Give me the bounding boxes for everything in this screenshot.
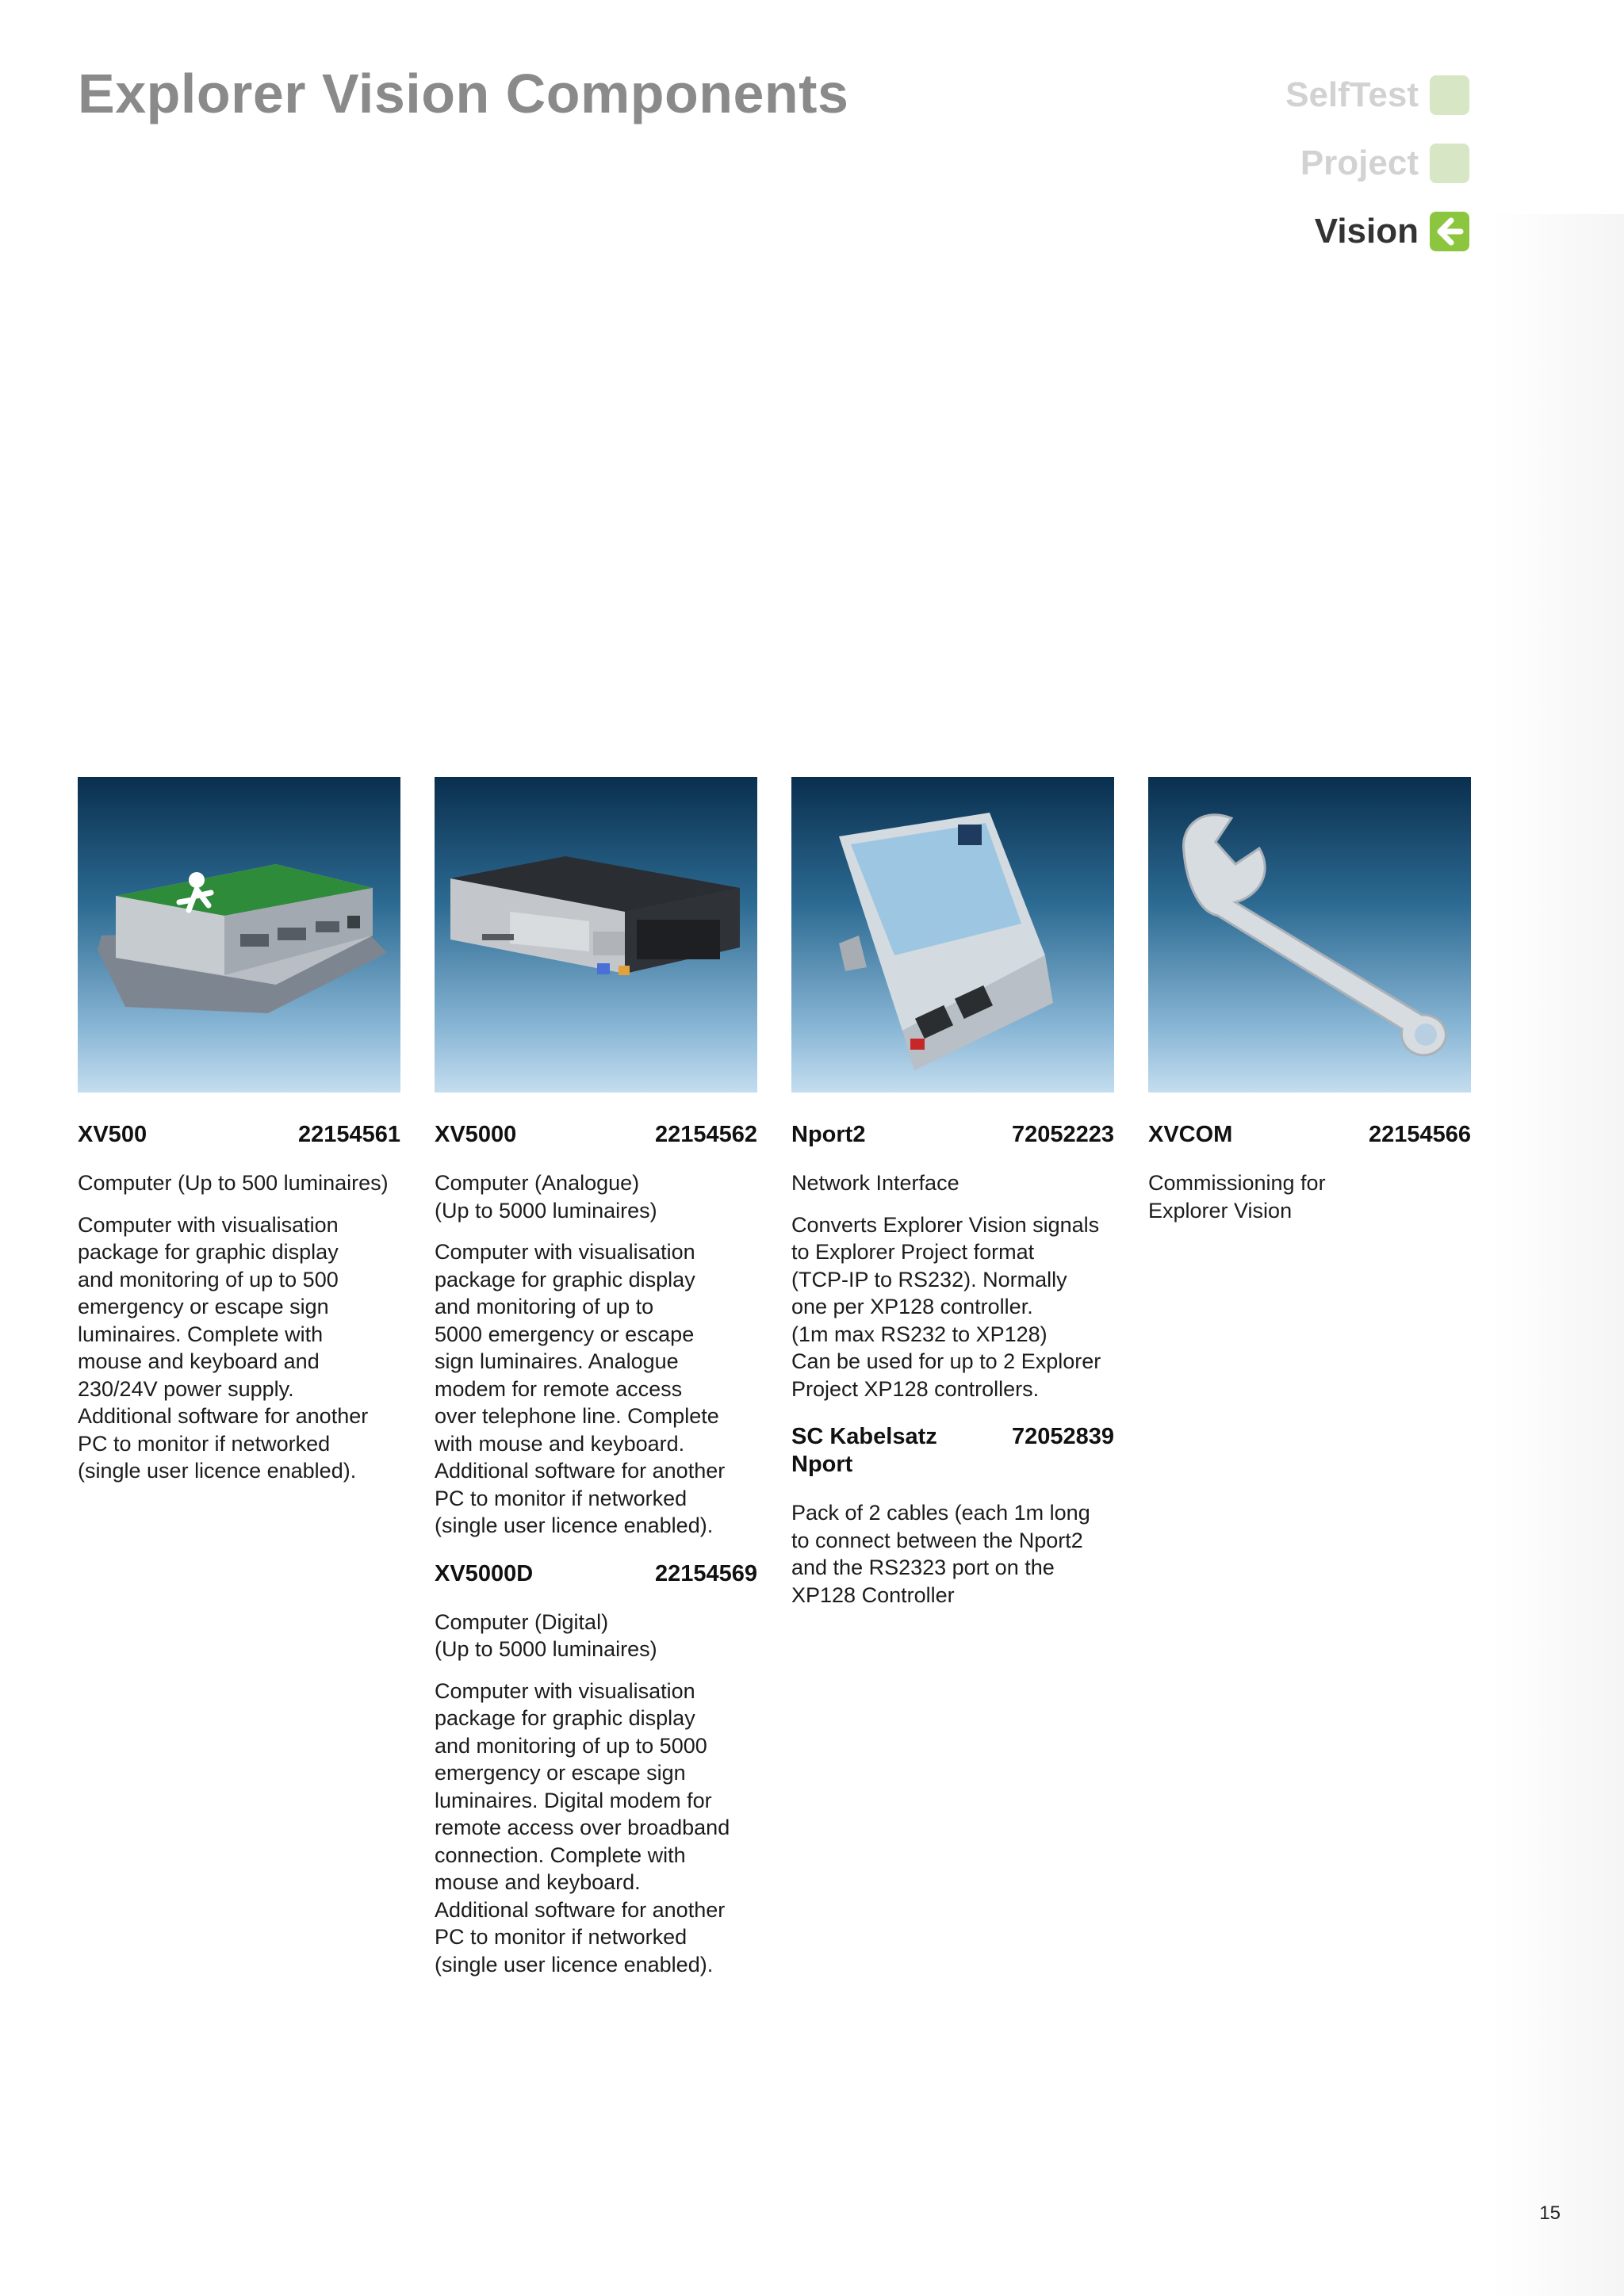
side-shade-panel — [1489, 214, 1624, 2296]
square-icon — [1430, 75, 1469, 115]
product-name: XV500 — [78, 1122, 147, 1147]
product-summary: Computer (Up to 500 luminaires) — [78, 1171, 389, 1195]
variant-summary: Computer (Digital) (Up to 5000 luminaires) — [435, 1609, 657, 1661]
variant-description: Pack of 2 cables (each 1m long to connect between the Nport2 and the RS2323 port on the XP128 Controller — [791, 1501, 1090, 1607]
variant-name: SC Kabelsatz Nport — [791, 1424, 937, 1477]
variant-code: 72052839 — [1011, 1424, 1114, 1449]
product-header — [78, 1121, 400, 1149]
nav-item-label: Vision — [1314, 212, 1419, 251]
xvcom-photo — [1148, 777, 1471, 1093]
product-summary: Commissioning for Explorer Vision — [1148, 1171, 1326, 1223]
product-card-xvcom — [1148, 777, 1471, 1224]
square-icon — [1430, 144, 1469, 183]
product-card-xv500 — [78, 777, 400, 1485]
page-title: Explorer Vision Components — [78, 63, 849, 124]
variant-name: XV5000D — [435, 1560, 534, 1586]
nav-item-project[interactable] — [1285, 144, 1469, 183]
xv5000-photo — [435, 777, 757, 1093]
product-nav — [1285, 75, 1469, 280]
product-name: Nport2 — [791, 1122, 866, 1147]
product-code: 72052223 — [1011, 1122, 1114, 1147]
product-name: XV5000 — [435, 1122, 517, 1147]
product-description: Computer with visualisation package for graphic display and monitoring of up to 5000 emergency or escape sign luminaires. Analogue modem for remote access over telephone line. Complete with mouse and keyboard. Additional software for another PC to monitor if networked (single user licence enabled). — [435, 1240, 726, 1537]
product-summary: Network Interface — [791, 1171, 959, 1195]
product-code: 22154566 — [1368, 1122, 1471, 1147]
variant-description: Computer with visualisation package for graphic display and monitoring of up to 5000 emergency or escape sign luminaires. Digital modem for remote access over broadband connection. Complete with mouse and keyboard. Additional software for another PC to monitor if networked (single user licence enabled). — [435, 1678, 730, 1976]
variant-header — [435, 1560, 757, 1588]
nav-item-label: SelfTest — [1285, 75, 1419, 114]
product-card-xv5000 — [435, 777, 757, 1978]
xv500-photo — [78, 777, 400, 1093]
product-card-nport2 — [791, 777, 1114, 1609]
product-code: 22154561 — [297, 1122, 400, 1147]
nport2-photo — [791, 777, 1114, 1093]
product-code: 22154562 — [654, 1122, 757, 1147]
nav-item-selftest[interactable] — [1285, 75, 1469, 115]
nav-item-vision[interactable] — [1285, 212, 1469, 251]
arrow-left-icon — [1430, 212, 1469, 251]
nav-item-label: Project — [1300, 144, 1419, 182]
product-summary: Computer (Analogue) (Up to 5000 luminaires) — [435, 1171, 657, 1223]
page-number: 15 — [1539, 2202, 1561, 2224]
product-header — [791, 1121, 1114, 1149]
product-header — [435, 1121, 757, 1149]
variant-code: 22154569 — [654, 1560, 757, 1586]
product-description: Computer with visualisation package for graphic display and monitoring of up to 500 emergency or escape sign luminaires. Complete with mouse and keyboard and 230/24V power supply. Additional software for another PC to monitor if networked (single user licence enabled). — [78, 1212, 369, 1483]
product-name: XVCOM — [1148, 1122, 1233, 1147]
variant-header — [791, 1423, 1114, 1479]
product-description: Converts Explorer Vision signals to Explorer Project format (TCP-IP to RS232). Normally one per XP128 controller. (1m max RS232 to XP128) Can be used for up to 2 Explorer Project XP128 controllers. — [791, 1212, 1101, 1401]
product-header — [1148, 1121, 1471, 1149]
